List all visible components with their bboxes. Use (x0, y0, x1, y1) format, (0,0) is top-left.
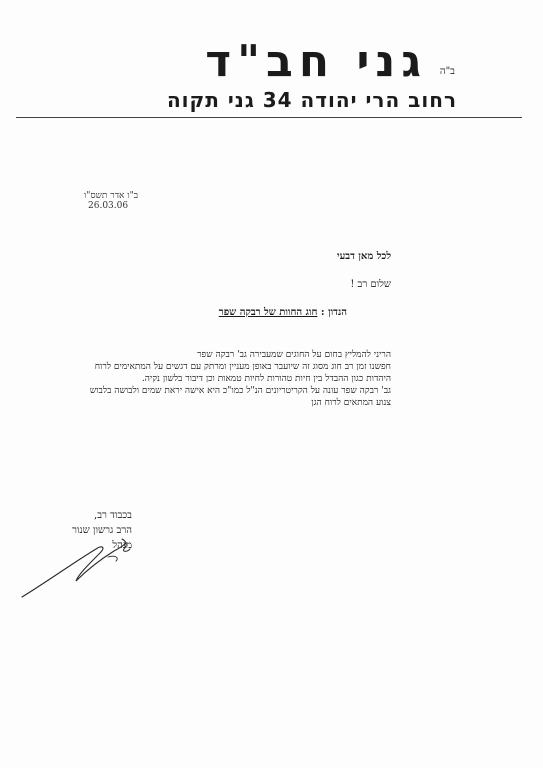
handwritten-signature (18, 535, 148, 605)
letter-body (91, 349, 391, 409)
bh-mark: ב"ה (439, 66, 455, 77)
recipient-line: לכל מאן דבעי (336, 251, 391, 262)
closing-salutation: בכבוד רב, (94, 510, 132, 521)
body-line: גב' רבקה שפר עונה על הקריטריונים הנ"ל כמו"כ היא אישה יראת שמים ולבושה בלבוש (89, 386, 391, 396)
letterhead-address: רחוב הרי יהודה 34 גני תקוה (166, 88, 457, 112)
subject-text: חוג החוות של רבקה שפר (218, 307, 318, 318)
greeting-line: שלום רב ! (350, 279, 391, 290)
signer-title: מנהל (112, 540, 132, 551)
body-line: צנוע המתאים לרוח הגן (311, 398, 391, 408)
subject-line (219, 307, 347, 318)
letterhead-title: גני חב"ד (205, 36, 427, 87)
signature-scribble (18, 535, 148, 605)
gregorian-date: 26.03.06 (88, 201, 129, 211)
subject-label: הנדון : (320, 307, 347, 318)
body-line: חפשנו זמן רב חוג מסוג זה שיועבר באופן מעניין ומרתק עם דגשים על המתאימים לרוח (94, 362, 391, 372)
letterhead-divider (16, 117, 522, 118)
hebrew-date: ב"ו אדר תשס"ו (84, 191, 139, 201)
signer-name: הרב גרשון שנור (71, 525, 132, 536)
body-line: היהדות כגון ההבדל בין חיות טהורות לחיות טמאות וכן דיבור בלשון נקיה. (141, 374, 391, 384)
body-line: הריני להמליץ בחום על החוגים שמעבירה גב' רבקה שפר (197, 350, 391, 360)
